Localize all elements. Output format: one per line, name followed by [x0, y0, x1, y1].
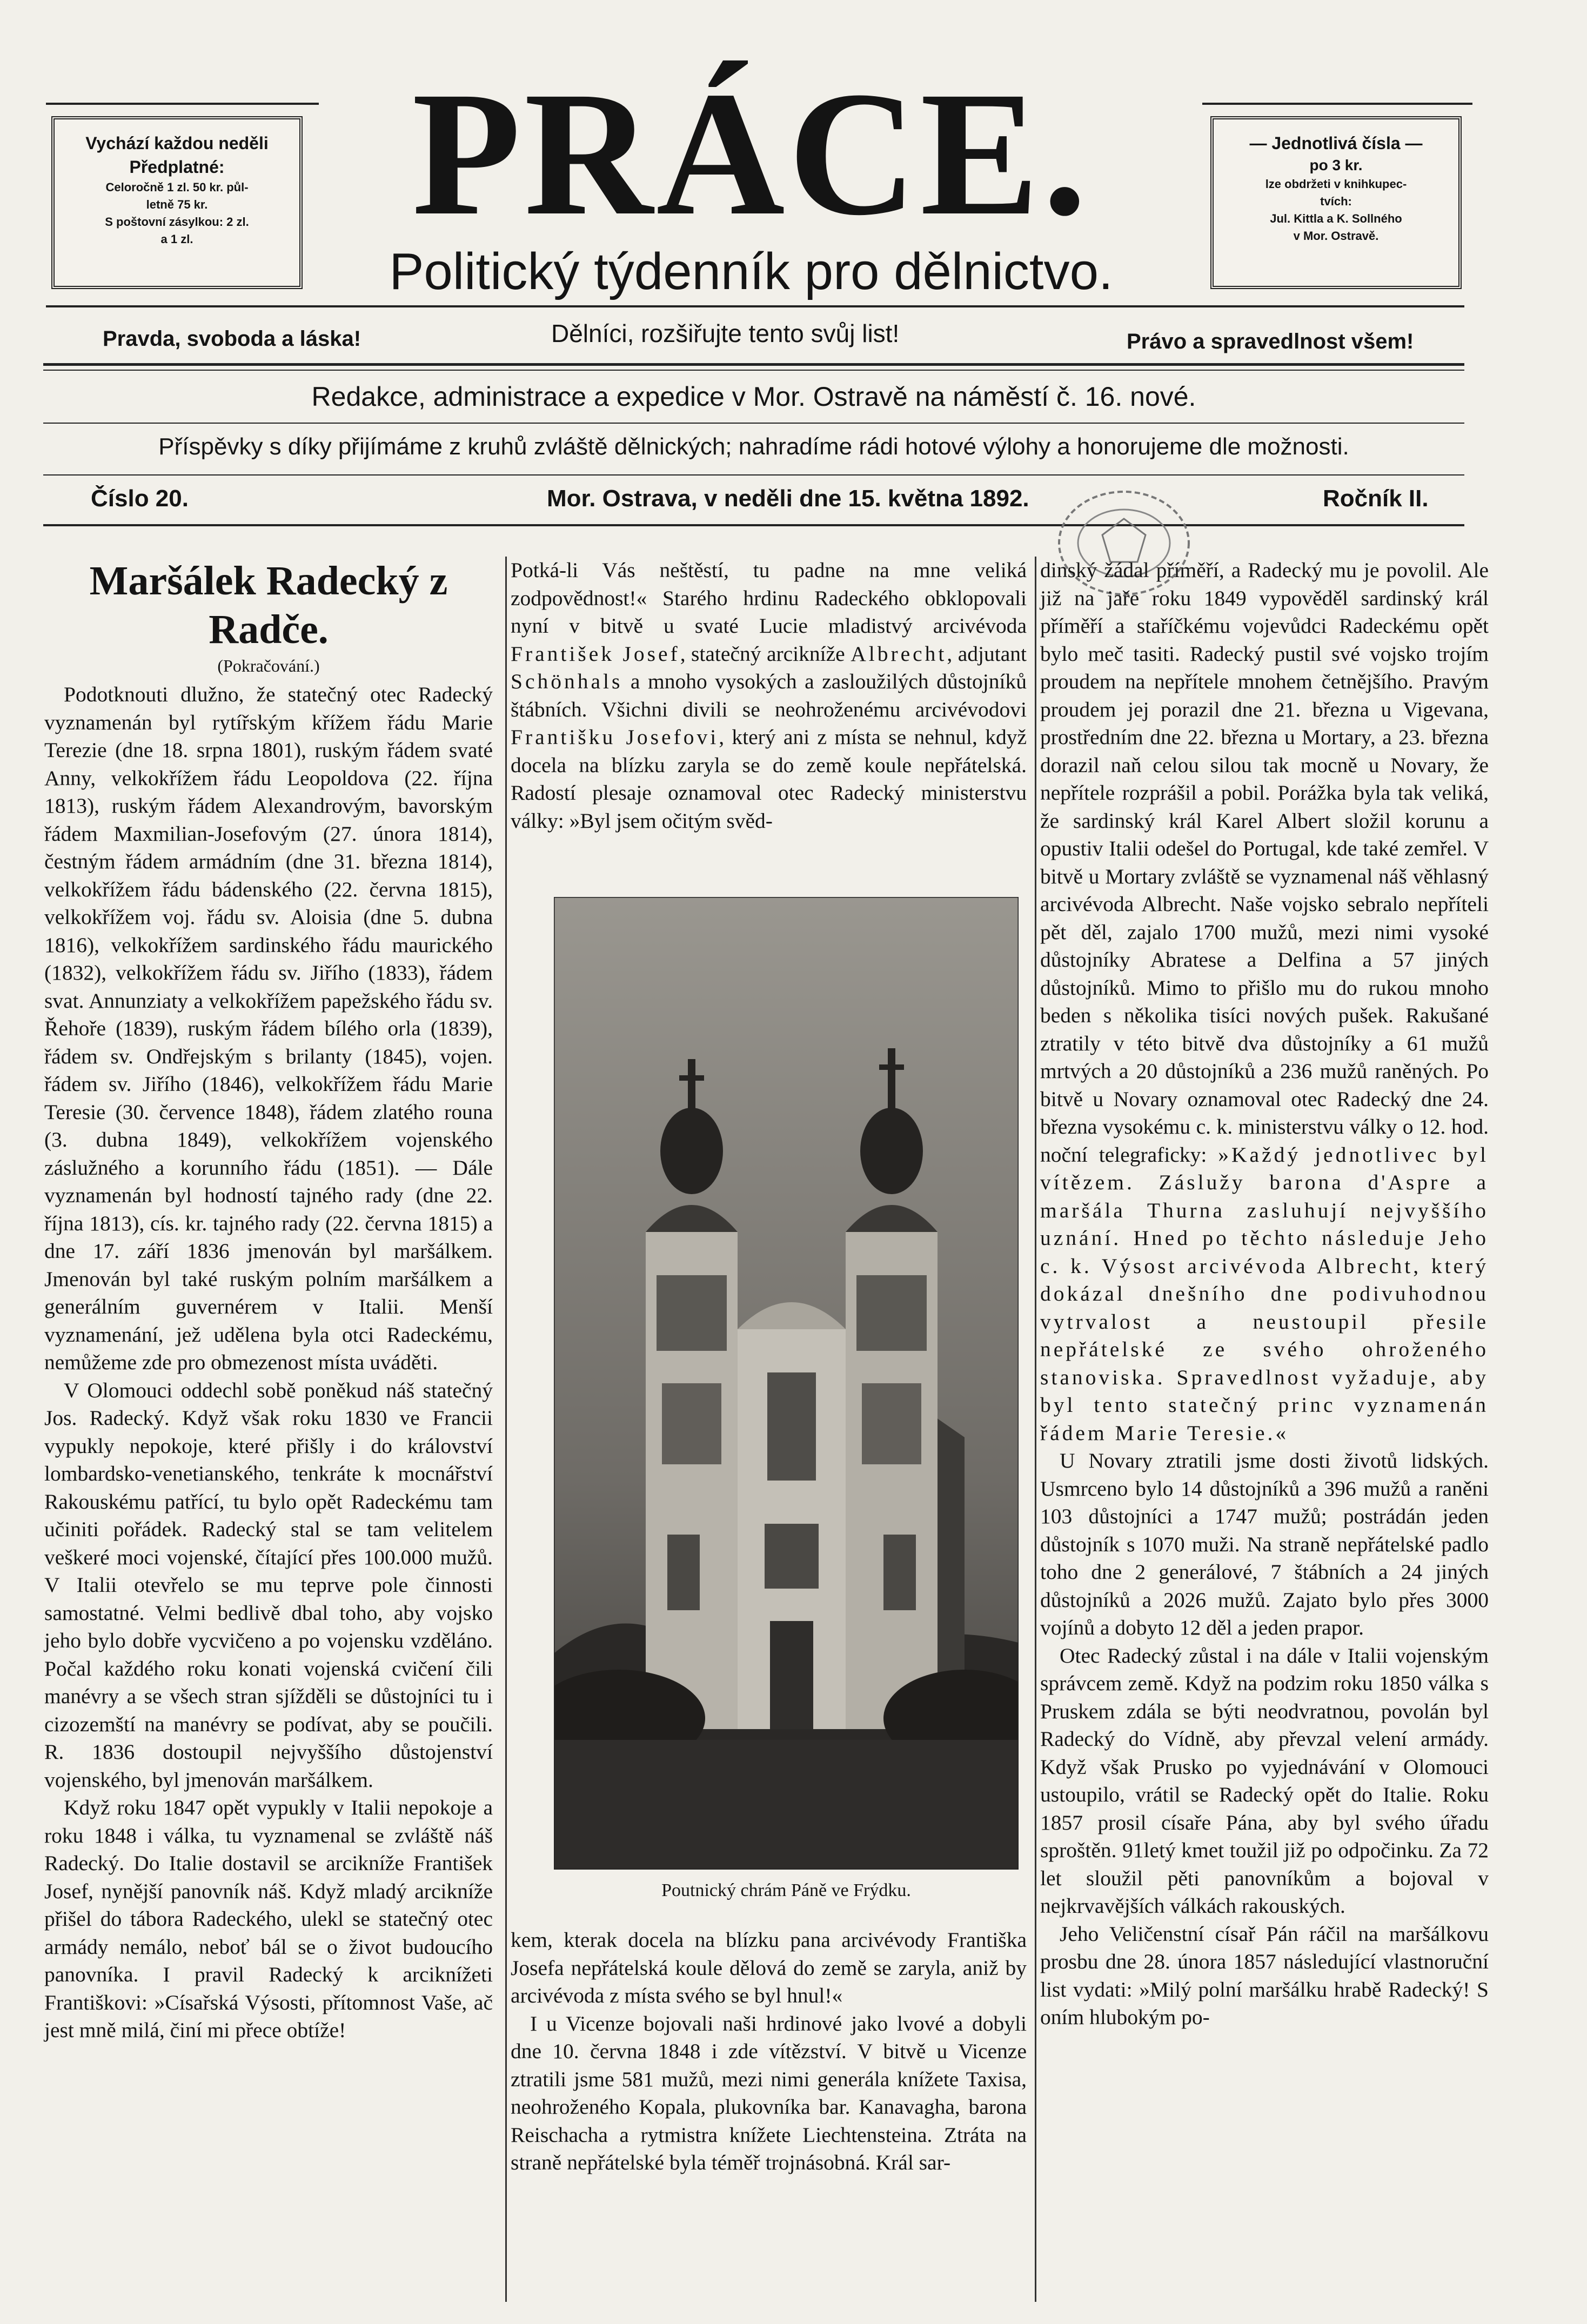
- editorial-address: Redakce, administrace a expedice v Mor. Ostravě na náměstí č. 16. nové.: [311, 381, 1196, 412]
- text-run: , statečný arcikníže: [680, 641, 845, 666]
- masthead-bottom-rule: [46, 305, 1464, 307]
- text-run: a mnoho vysokých a zasloužilých důstojníků štábních. Všichni divili se neohroženému arcivévodovi: [511, 669, 1027, 721]
- column-separator: [1035, 557, 1036, 2302]
- motto-center: Dělníci, rozšiřujte tento svůj list!: [551, 319, 900, 347]
- issue-number: Číslo 20.: [91, 485, 189, 512]
- spaced-quote: »Každý jednotlivec byl vítězem. Záslužy barona d'Aspre a maršála Thurna zasluhují nejvyššího uznání. Hned po těchto následuje Jeho c. k. Výsost arcivévoda Albrecht, který dokázal dnešního dne podivuhodnou vytrvalost a neustoupil přesile nepřátelské ze svého ohroženého stanoviska. Spravedlnost vyžaduje, aby byl tento statečný princ vyznamenán řádem Marie Teresie.«: [1040, 1142, 1489, 1445]
- masthead-right-rule: [1202, 103, 1472, 105]
- text-run: , který ani z místa se nehnul, když docela na blízku zaryla se do země koule nepřátelská. Radostí plesaje oznamoval otec Radecký ministerstvu války: »Byl jsem očitým svěd-: [511, 725, 1027, 833]
- single-copy-line: tvích:: [1320, 195, 1352, 208]
- publication-schedule: Vychází každou neděli: [85, 133, 269, 153]
- single-copy-price: po 3 kr.: [1309, 157, 1363, 173]
- single-copy-line: lze obdržeti v knihkupec-: [1265, 177, 1407, 191]
- single-copy-line: Jul. Kittla a K. Sollného: [1270, 212, 1402, 225]
- article-column-3: [1040, 557, 1489, 2032]
- article-column-2-bottom: [511, 1926, 1027, 2177]
- article-paragraph: Jeho Veličenstní císař Pán ráčil na maršálkovu prosbu dne 28. února 1857 následující vlastnoruční list vydati: »Milý polní maršálku hrabě Radecký! S oním hlubokým po-: [1040, 1921, 1489, 2029]
- motto-left: Pravda, svoboda a láska!: [103, 327, 361, 351]
- church-illustration: [554, 897, 1019, 1870]
- divider: [43, 423, 1464, 424]
- article-paragraph: V Olomouci oddechl sobě poněkud náš statečný Jos. Radecký. Když však roku 1830 ve Francii vypukly nepokoje, které přišly i do království lombardsko-venetianského, tenkráte k mocnářství Rakouskému patřící, tu bylo opět Radeckému tam učiniti pořádek. Radecký stal se tam velitelem veškeré moci vojenské, čítající přes 100.000 mužů. V Italii otevřelo se mu teprve pole činnosti samostatné. Velmi bedlivě dbal toho, aby vojsko jeho bylo dobře vycvičeno a po vojensku vzděláno. Počal každého roku konati vojenská cvičení čili manévry a se všech stran sjížděli se důstojníci tu i cizozemští na manévry se podívat, aby se poučili. R. 1836 dostoupil nejvyššího důstojenství vojenského, byl jmenován maršálkem.: [44, 1378, 493, 1792]
- spaced-name: Františku Josefovi: [511, 725, 719, 749]
- divider: [43, 524, 1464, 526]
- issue-date: Mor. Ostrava, v neděli dne 15. května 1892.: [547, 485, 1029, 512]
- article-paragraph: I u Vicenze bojovali naši hrdinové jako lvové a dobyli dne 10. června 1848 i zde vítězství. V bitvě u Vicenze ztratili jsme 581 mužů, mezi nimi generála knížete Taxisa, neohroženého Kopala, plukovníka bar. Kanavagha, barona Reischacha a rytmistra knížete Liechtensteina. Ztráta na straně nepřátelské byla téměř trojnásobná. Král sar-: [511, 2011, 1027, 2174]
- spaced-name: Schönhals: [511, 669, 623, 693]
- spaced-name: Albrecht: [851, 641, 947, 666]
- contributions-notice: Příspěvky s díky přijímáme z kruhů zvláště dělnických; nahradíme rádi hotové výlohy a honorujeme dle možnosti.: [158, 433, 1349, 460]
- divider: [43, 363, 1464, 366]
- newspaper-subtitle: Politický týdenník pro dělnictvo.: [389, 243, 1113, 300]
- article-column-2-top: [511, 557, 1027, 835]
- subscription-price-line: Celoročně 1 zl. 50 kr. půl-: [105, 180, 249, 194]
- article-paragraph: kem, kterak docela na blízku pana arcivévody Františka Josefa nepřátelská koule dělová do země se zaryla, aniž by arcivévoda z místa svého se byl hnul!«: [511, 1928, 1027, 2007]
- subscription-box: [51, 116, 303, 289]
- single-copy-heading: — Jednotlivá čísla —: [1249, 133, 1423, 153]
- article-paragraph: U Novary ztratili jsme dosti životů lidských. Usmrceno bylo 14 důstojníků a 396 mužů a raněni 103 důstojníci a 1747 mužů; postrádán jeden důstojník s 1070 muži. Na straně nepřátelské padlo toho dne 2 generálové, 7 štábních a 24 jiných důstojníků a 2026 mužů. Zajato bylo přes 3000 vojínů a dobyto 12 děl a jeden prapor.: [1040, 1449, 1489, 1639]
- figure-caption: Poutnický chrám Páně ve Frýdku.: [661, 1880, 911, 1900]
- article-title: Maršálek Radecký z Radče.: [89, 558, 448, 652]
- spaced-name: František Josef: [511, 641, 680, 666]
- single-copy-box: [1210, 116, 1462, 289]
- article-paragraph: [511, 557, 1027, 835]
- article-column-1: [44, 557, 493, 2045]
- masthead-left-rule: [46, 103, 319, 105]
- divider: [43, 474, 1464, 475]
- text-run: Potká-li Vás neštěstí, tu padne na mne veliká zodpovědnost!« Starého hrdinu Radeckého obklopovali nyní v bitvě u svaté Lucie mladistvý arcivévoda: [511, 558, 1027, 638]
- divider: [43, 370, 1464, 371]
- article-continuation-note: (Pokračování.): [217, 656, 320, 675]
- article-paragraph: [1040, 557, 1489, 1447]
- subscription-heading: Předplatné:: [129, 157, 225, 177]
- article-paragraph: Otec Radecký zůstal i na dále v Italii vojenským správcem země. Když na podzim roku 1850 válka s Pruskem zdála se býti neodvratnou, povolán byl Radecký do Vídně, aby převzal velení armády. Když však Prusko po vyjednávání v Olomouci ustoupilo, vrátil se Radecký opět do Italie. Roku 1857 prosil císaře Pána, aby byl svého úřadu sproštěn. 91letý kmet toužil již po odpočinku. Za 72 let sloužil pěti panovníkům a bojoval v nejkrvavějších válkách rakouských.: [1040, 1643, 1489, 1918]
- column-separator: [505, 557, 507, 2302]
- subscription-price-line: S poštovní zásylkou: 2 zl.: [105, 215, 249, 229]
- newspaper-title: PRÁCE.: [412, 55, 1090, 252]
- motto-right: Právo a spravedlnost všem!: [1127, 330, 1414, 353]
- issue-volume: Ročník II.: [1323, 485, 1429, 512]
- single-copy-line: v Mor. Ostravě.: [1293, 229, 1379, 243]
- text-run: dinský žádal příměří, a Radecký mu je povolil. Ale již na jaře roku 1849 vypověděl sardinský král příměří a staříčkému vojevůdci Radeckému opět bylo meč tasiti. Radecký pustil své vojsko trojím proudem na nepřítele mnohem četnějšího. Pravým proudem jej porazil dne 21. března u Vigevana, prostředním dne 22. března u Mortary, a 23. března dorazil naň celou silou tak mocně u Novary, že nepřítele rozprášil a pobil. Porážka byla tak veliká, že sardinský král Karel Albert složil korunu a opustiv Italii odešel do Portugal, kde také zemřel. V bitvě u Mortary zvláště se vyznamenal náš věhlasný arcivévoda Albrecht. Naše vojsko sebralo nepříteli pět děl, zajalo 1700 mužů, mezi nimi vysoké důstojníky Abratese a Delfina a 57 jiných důstojníků. Mimo to přišlo mu do rukou mnoho beden s několika tisíci nových pušek. Rakušané ztratily v této bitvě dva důstojníky a 61 mužů mrtvých a 20 důstojníků a 236 mužů raněných. Po bitvě u Novary oznamoval otec Radecký dne 24. března vysokému c. k. ministerstvu války o 12. hod. noční telegraficky:: [1040, 558, 1489, 1167]
- subscription-price-line: a 1 zl.: [160, 232, 193, 246]
- text-run: , adjutant: [947, 641, 1027, 666]
- article-paragraph: Podotknouti dlužno, že statečný otec Radecký vyznamenán byl rytířským křížem řádu Marie Terezie (dne 18. srpna 1801), ruským řádem svaté Anny, velkokřížem řádu Leopoldova (22. října 1813), ruským řádem Alexandrovým, bavorským řádem Maxmilian-Josefovým (27. února 1814), čestným řádem armádním (dne 31. března 1814), velkokřížem řádu bádenského (22. června 1815), velkokřížem voj. řádu sv. Aloisia (dne 5. dubna 1816), velkokřížem sardinského řádu maurického (1832), velkokřížem řádu sv. Jiřího (1833), řádem svat. Annunziaty a velkokřížem papežského řádu sv. Řehoře (1839), ruským řádem bílého orla (1839), řádem sv. Ondřejským s brilanty (1845), vojen. řádem sv. Jiřího (1846), velkokřížem řádu Marie Teresie (30. července 1848), řádem zlatého rouna (3. dubna 1849), velkokřížem vojenského záslužného a korunního řádu (1851). — Dále vyznamenán byl hodností tajného rady (dne 22. října 1813), cís. kr. tajného rady (22. června 1815) a dne 17. září 1836 jmenován byl maršálkem. Jmenován byl také ruským polním maršálkem a generálním guvernérem v Italii. Menší vyznamenání, jež udělena byla otci Radeckému, nemůžeme zde pro obmezenost místa uváděti.: [44, 682, 493, 1374]
- subscription-price-line: letně 75 kr.: [146, 198, 208, 211]
- article-paragraph: Když roku 1847 opět vypukly v Italii nepokoje a roku 1848 i válka, tu vyznamenal se zvláště náš Radecký. Do Italie dostavil se arcikníže František Josef, nynější panovník náš. Když mladý arcikníže přišel do tábora Radeckého, ulekl se statečný otec armády nemálo, neboť bál se o život budoucího panovníka. I pravil Radecký k arciknížeti Františkovi: »Císařská Výsosti, přítomnost Vaše, ač jest mně milá, činí mi přece obtíže!: [44, 1796, 493, 2042]
